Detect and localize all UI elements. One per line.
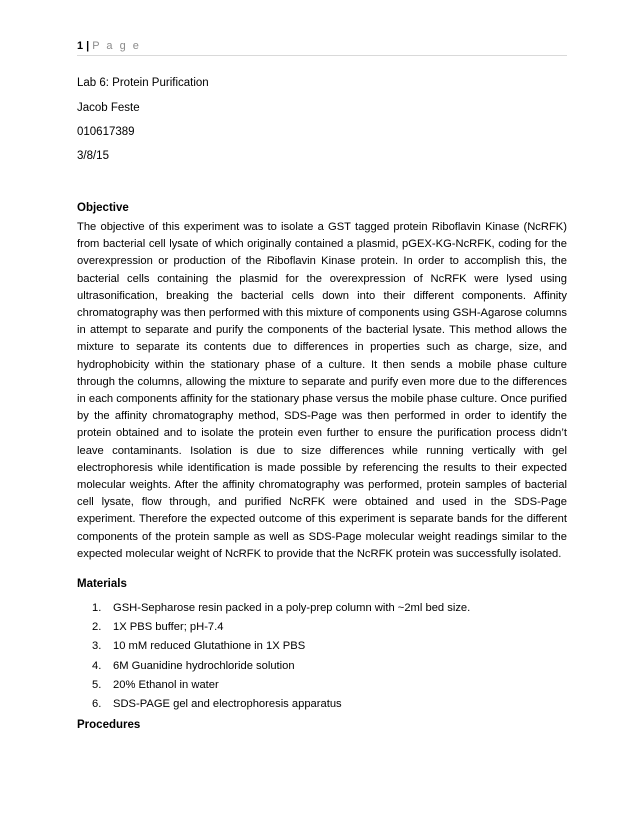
header-separator: | [86,40,90,52]
list-item-text: 20% Ethanol in water [113,678,219,691]
list-number: 3. [92,640,102,653]
report-date: 3/8/15 [77,150,109,162]
list-item-text: 6M Guanidine hydrochloride solution [113,659,295,672]
list-item [77,618,470,637]
student-id: 010617389 [77,126,135,138]
materials-heading: Materials [77,578,127,590]
materials-list [77,599,470,714]
list-item [77,599,470,618]
list-item [77,676,470,695]
list-item-text: GSH-Sepharose resin packed in a poly-prep column with ~2ml bed size. [113,602,471,614]
lab-title: Lab 6: Protein Purification [77,77,209,89]
page-label: P a g e [92,40,141,52]
list-item-text: 1X PBS buffer; pH-7.4 [113,621,224,634]
procedures-heading: Procedures [77,719,141,731]
list-number: 1. [92,602,102,614]
list-item-text: 10 mM reduced Glutathione in 1X PBS [113,640,306,653]
list-number: 6. [92,697,102,710]
list-item [77,637,470,656]
page-header [77,37,567,56]
list-item [77,695,470,714]
list-item-text: SDS-PAGE gel and electrophoresis apparatus [113,697,342,710]
objective-paragraph: The objective of this experiment was to isolate a GST tagged protein Riboflavin Kinase (NcRFK) from bacterial cell lysate of which originally contained a plasmid, pGEX-KG-NcRFK, coding for the overexpression or production of the Riboflavin Kinase protein. In order to accomplish this, the bacterial cells containing the plasmid for the overexpression of NcRFK were lysed using ultrasonification, breaking the bacterial cells down into their different components. Affinity chromatography was then performed with this mixture of components using GSH-Agarose columns in attempt to separate and purify the components of the bacterial lysate. This method allows the mixture to separate its contents due to differences in properties such as charge, size, and hydrophobicity within the stationary phase of a culture. It then sends a mobile phase culture through the columns, allowing the mixture to separate and purify even more due to the differences in each components affinity for the stationary phase versus the mobile phase culture. Once purified by the affinity chromatography method, SDS-Page was then performed in order to identify the protein obtained and to isolate the protein even further to ensure the purification process didn’t leave contaminants. Isolation is due to size differences while running vertically with gel electrophoresis while identification is made possible by referencing the results to their expected molecular weights. After the affinity chromatography was performed, protein samples of bacterial cell lysate, flow through, and purified NcRFK were obtained and used in the SDS-Page experiment. Therefore the expected outcome of this experiment is separate bands for the different components of the protein sample as well as SDS-Page molecular weight readings similar to the expected molecular weight of NcRFK to provide that the NcRFK protein was successfully isolated. [77,221,567,560]
list-number: 5. [92,678,102,691]
author-name: Jacob Feste [77,102,140,114]
objective-heading: Objective [77,202,129,214]
list-item [77,657,470,676]
list-number: 4. [92,659,102,672]
page-number: 1 [77,40,84,52]
list-number: 2. [92,621,102,634]
